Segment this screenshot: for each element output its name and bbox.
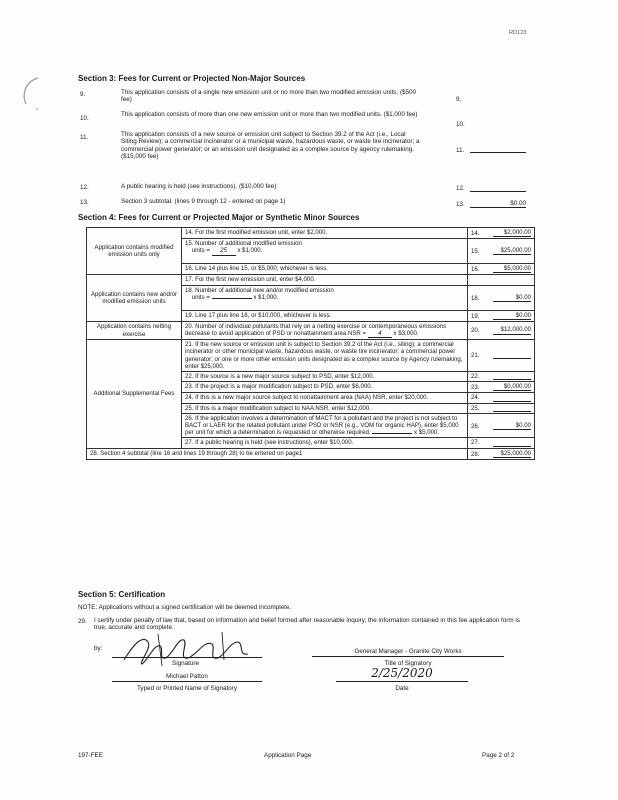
row-17-amount [468,275,535,285]
signature-line [112,657,262,658]
row-18-amount [468,285,535,310]
section4-title: Section 4: Fees for Current or Projected Major or Synthetic Minor Sources [78,213,360,222]
row-20-text [182,321,468,339]
row-22-value [493,379,531,380]
table-row [87,321,535,339]
row-14-amount [468,228,535,239]
row-15-label: 15. Number of additional modified emission [185,240,302,248]
row-20-label: 20. Number of individual pollutants that rely on a netting exercise or contemporaneous emissions decrease to avoid application of PSD or nonattainment area NSR = [185,322,447,338]
row-20-ref: 20. [471,327,480,335]
row-25-amount [468,403,535,413]
form-id: 197-FEE [78,752,103,759]
footer-center: Application Page [264,752,312,759]
row-20-multiplier: x $3,000. [393,330,419,338]
row-22-ref: 22. [471,373,480,381]
row-20-value: $12,000.00 [493,326,531,334]
row-23-ref: 23. [471,384,480,392]
row-15-units-label: units = [191,247,210,255]
by-label: by: [94,645,103,652]
row-18-units-fill [212,298,252,299]
item-9-text: This application consists of a single new emission unit or no more than two modified emission units. ($500 fee) [121,89,417,104]
date-value: 2/25/2020 [371,666,433,680]
item-10-number: 10. [80,115,89,122]
item-9-ref: 9. [456,96,462,103]
row-18-ref: 18. [471,294,480,302]
row-26-value: $0.00 [493,422,531,430]
printed-name-value: Michael Patton [166,673,208,680]
row-26-text [182,413,468,438]
table-row [87,275,535,285]
row-19-text: 19. Line 17 plus line 18, or $10,000, whichever is less. [182,310,468,321]
row-28-value: $25,000.00 [493,450,531,458]
item-11-amount-line [470,152,526,153]
row-16-amount [468,264,535,275]
item-13-amount: $0.00 [510,200,526,207]
row-17-text: 17. For the first new emission unit, enter $4,000. [182,275,468,285]
item-13-text: Section 3 subtotal. (lines 9 through 12 - entered on page 1) [121,198,286,205]
row-25-ref: 25. [471,404,480,412]
row-21-value [493,358,531,359]
signature-label: Signature [172,660,199,667]
row-23-amount [468,382,535,393]
date-label: Date [395,685,409,692]
printed-name-label: Typed or Printed Name of Signatory [136,685,238,692]
section5-title: Section 5: Certification [78,590,166,599]
page-mark: RD123 [509,30,527,36]
row-28-text: 28. Section 4 subtotal (line 16 and lines 19 through 28) to be entered on page1 [87,448,468,459]
row-25-text: 25. If this is a major modification subject to NAA NSR, enter $12,000. [182,403,468,413]
item-12-ref: 12. [456,185,465,192]
row-26-fill [372,433,412,434]
group-netting-exercise: Application contains netting exercise [87,321,182,339]
date-line [336,681,468,682]
row-18-multiplier: x $1,000. [253,293,279,301]
row-18-text [182,285,468,310]
row-15-value: $25,000.00 [493,247,531,255]
row-24-amount [468,393,535,403]
group-modified-only: Application contains modified emission units only [87,228,182,275]
row-15-units-fill: 25 [212,247,236,255]
row-26-ref: 26. [471,422,480,430]
item-13-amount-line [470,207,526,208]
row-16-value: $5,000.00 [493,265,531,273]
row-27-amount [468,438,535,448]
table-row [87,448,535,459]
section4-fee-table [86,227,535,460]
page-number: Page 2 of 2 [482,752,515,759]
item-11-text: This application consists of a new source or emission unit subject to Section 39.2 of the Act (i.e., Local Siting Review); a commercial incinerator or a municipal waste, hazardous waste, or waste tire incinerator; a commercial power generator; or an emission unit designated as a complex source by agency rulemaking. ($15,000 fee) [121,131,420,161]
row-21-text: 21. If the new source or emission unit is subject to Section 39.2 of the Act (i.e., siting); a commercial incinerator or other municipal waste, hazardous waste, or waste tire incinerator; a commercial power generator; or one or more other emission units designated as a complex source by Agency rulemaking, enter $25,000. [182,340,468,372]
row-14-ref: 14. [471,230,480,237]
row-21-ref: 21. [471,352,480,360]
title-value: General Manager - Granite City Works [354,648,462,655]
section3-title: Section 3: Fees for Current or Projected Non-Major Sources [78,74,306,83]
table-row [87,340,535,372]
row-26-label: 26. If the application involves a determination of MACT for a pollutant and the project is not subject to BACT or LAER for the related pollutant under PSD or NSR (e.g., VOM for organic HAP), enter $5,000 per unit for which a determination is requested or otherwise required. [185,414,459,437]
group-new-and-modified: Application contains new and/or modified emission units [87,275,182,321]
row-23-value: $0,000.00 [493,383,531,391]
item-11-number: 11. [80,134,89,141]
row-15-multiplier: x $1,000. [237,247,263,255]
row-19-value: $0.00 [493,312,531,320]
row-27-text: 27. If a public hearing is held (see instructions), enter $10,000. [182,438,468,448]
item-11-ref: 11. [456,147,465,154]
item-10-text: This application consists of more than one new emission unit or more than two modified units. ($1,000 fee) [121,111,418,118]
row-18-units-label: units = [191,293,210,301]
row-15-text [182,239,468,264]
item-13-ref: 13. [456,201,465,208]
row-23-text: 23. If the project is a major modification subject to PSD, enter $6,000. [182,382,468,393]
row-15-amount [468,239,535,264]
item-12-amount-line [470,191,526,192]
row-22-amount [468,372,535,382]
row-22-text: 22. If the source is a new major source subject to PSD, enter $12,000. [182,372,468,382]
row-18-value: $0.00 [493,294,531,302]
row-20-fill: 4 [368,330,392,338]
row-20-amount [468,321,535,339]
section5-note: NOTE: Applications without a signed certification will be deemed incomplete. [78,604,292,611]
item-9-number: 9. [80,91,86,98]
item-10-ref: 10. [456,121,465,128]
row-28-ref: 28. [471,450,480,458]
row-15-ref: 15. [471,248,480,256]
row-14-value: $2,000.00 [493,229,531,237]
row-19-ref: 19. [471,312,480,320]
item-12-number: 12. [80,184,89,191]
row-16-text: 16. Line 14 plus line 15, or $5,000, whichever is less. [182,264,468,275]
row-27-ref: 27. [471,439,480,447]
item-29-number: 29. [78,618,87,625]
certification-text: I certify under penalty of law that, based on information and belief formed after reasonable inquiry, the information contained in this fee application form is true, accurate and complete. [94,617,520,632]
row-28-amount [468,448,535,459]
table-row [87,228,535,239]
row-24-text: 24. If this is a new major source subject to nonattainment area (NAA) NSR, enter $20,000. [182,393,468,403]
scan-artifact-icon [16,74,42,114]
row-26-amount [468,413,535,438]
row-14-text: 14. For the first modified emission unit, enter $2,000. [182,228,468,239]
group-supplemental-fees: Additional Supplemental Fees [87,340,182,448]
row-16-ref: 16. [471,266,480,274]
row-21-amount [468,340,535,372]
printed-name-line [112,681,262,682]
row-25-value [493,411,531,412]
title-label: Title of Signatory [384,660,432,667]
title-line [312,656,504,657]
row-18-label: 18. Number of additional new and/or modified emission [185,286,334,294]
row-24-ref: 24. [471,394,480,402]
item-12-text: A public hearing is held (see instructions). ($10,000 fee) [121,183,277,190]
item-13-number: 13. [80,199,89,206]
row-24-value [493,401,531,402]
row-19-amount [468,310,535,321]
row-27-value [493,446,531,447]
row-26-multiplier: x $5,000. [414,429,440,437]
